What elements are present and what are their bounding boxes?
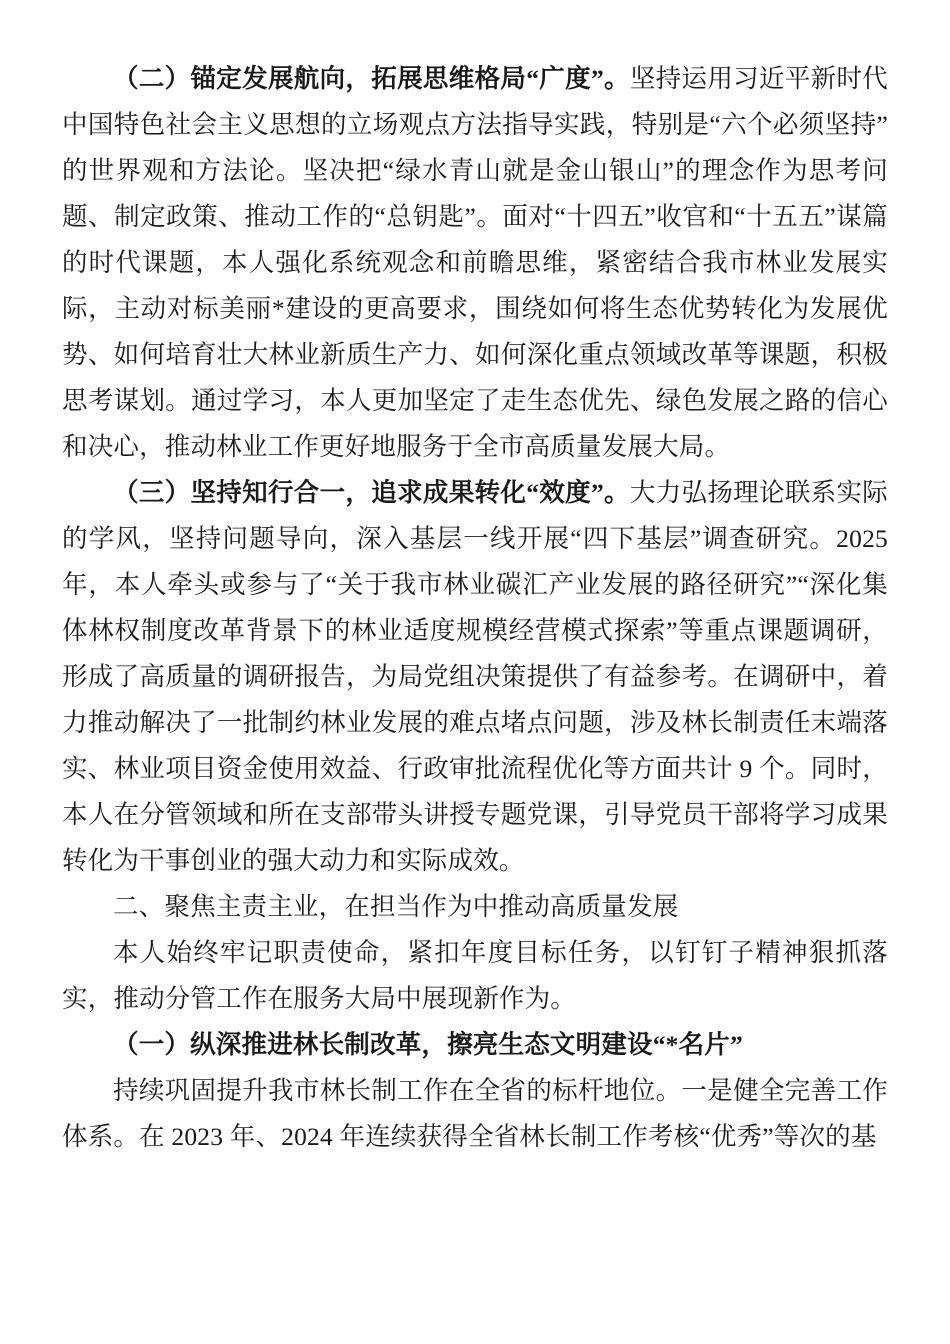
paragraph-text-three: 大力弘扬理论联系实际的学风，坚持问题导向，深入基层一线开展“四下基层”调查研究。2025 年，本人牵头或参与了“关于我市林业碳汇产业发展的路径研究”“深化集体林权制度改革背景下的林业适度规模经营模式探索”等重点课题调研，形成了高质量的调研报告，为局党组决策提供了有益参考。在调研中，着力推动解决了一批制约林业发展的难点堵点问题，涉及林长制责任末端落实、林业项目资金使用效益、行政审批流程优化等方面共计 9 个。同时，本人在分管领域和所在支部带头讲授专题党课，引导党员干部将学习成果转化为干事创业的强大动力和实际成效。 bbox=[62, 478, 888, 875]
paragraph-lead-two: （二）锚定发展航向，拓展思维格局“广度”。 bbox=[113, 64, 630, 93]
paragraph-subsection-one-body: 持续巩固提升我市林长制工作在全省的标杆地位。一是健全完善工作体系。在 2023 年、2024 年连续获得全省林长制工作考核“优秀”等次的基 bbox=[62, 1076, 888, 1151]
paragraph-text-two: 坚持运用习近平新时代中国特色社会主义思想的立场观点方法指导实践，特别是“六个必须坚持”的世界观和方法论。坚决把“绿水青山就是金山银山”的理念作为思考问题、制定政策、推动工作的“总钥匙”。面对“十四五”收官和“十五五”谋篇的时代课题，本人强化系统观念和前瞻思维，紧密结合我市林业发展实际，主动对标美丽*建设的更高要求，围绕如何将生态优势转化为发展优势、如何培育壮大林业新质生产力、如何深化重点领域改革等课题，积极思考谋划。通过学习，本人更加坚定了走生态优先、绿色发展之路的信心和决心，推动林业工作更好地服务于全市高质量发展大局。 bbox=[62, 64, 888, 461]
paragraph-section-two bbox=[62, 56, 888, 470]
paragraph-intro: 本人始终牢记职责使命，紧扣年度目标任务，以钉钉子精神狠抓落实，推动分管工作在服务大局中展现新作为。 bbox=[62, 938, 888, 1013]
paragraph-lead-three: （三）坚持知行合一，追求成果转化“效度”。 bbox=[113, 478, 630, 507]
paragraph-section-three bbox=[62, 470, 888, 884]
document-body bbox=[62, 56, 888, 1160]
subsection-heading-one: （一）纵深推进林长制改革，擦亮生态文明建设“*名片” bbox=[113, 1030, 743, 1059]
section-heading-two: 二、聚焦主责主业，在担当作为中推动高质量发展 bbox=[113, 892, 679, 921]
